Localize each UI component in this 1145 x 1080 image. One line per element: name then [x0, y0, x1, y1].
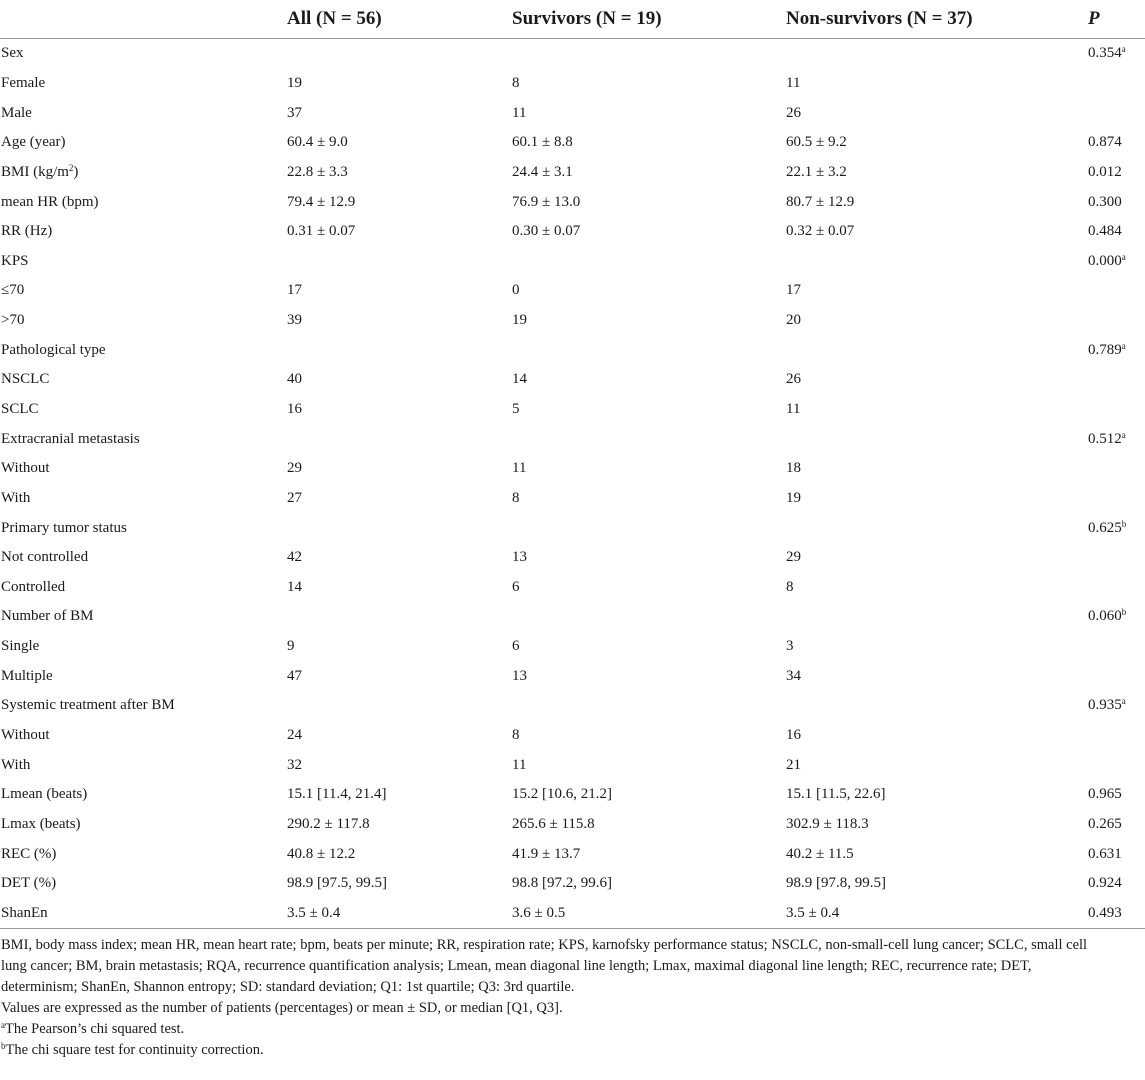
row-label-text: DET (%) — [1, 875, 57, 892]
cell-all: 22.8 ± 3.3 — [287, 163, 348, 180]
cell-p-value — [1088, 691, 1145, 721]
p-value-text: 0.935 — [1088, 697, 1122, 714]
table-row — [0, 543, 1145, 573]
cell-non-survivors — [786, 335, 1088, 365]
footnote-abbreviations-1: BMI, body mass index; mean HR, mean heart rate; bpm, beats per minute; RR, respiration rate; KPS, karnofsky performance status; NSCLC, non-small-cell lung cancer; SCLC, small cell — [1, 937, 1088, 954]
cell-survivors: 11 — [512, 756, 527, 773]
footnote-b-text: The chi square test for continuity correction. — [5, 1042, 264, 1059]
cell-all: 39 — [287, 312, 302, 329]
header-survivors: Survivors (N = 19) — [512, 0, 786, 39]
row-label-text: With — [1, 489, 31, 506]
cell-non-survivors: 40.2 ± 11.5 — [786, 845, 854, 862]
row-label-text: Lmax (beats) — [1, 815, 81, 832]
cell-all: 14 — [287, 578, 302, 595]
row-label-text: Female — [1, 74, 46, 91]
cell-non-survivors: 22.1 ± 3.2 — [786, 163, 847, 180]
cell-survivors: 60.1 ± 8.8 — [512, 134, 573, 151]
row-label — [0, 39, 287, 69]
p-value-text: 0.300 — [1088, 193, 1122, 210]
table-row — [0, 246, 1145, 276]
cell-p-value — [1088, 869, 1145, 899]
row-label-text: Multiple — [1, 667, 53, 684]
p-value-text: 0.000 — [1088, 252, 1122, 269]
row-label — [0, 810, 287, 840]
row-label — [0, 424, 287, 454]
footnote-a-mark: a — [1, 1020, 5, 1031]
cell-non-survivors — [786, 424, 1088, 454]
p-value-text: 0.789 — [1088, 341, 1122, 358]
cell-p-value — [1088, 721, 1145, 751]
cell-p-value — [1088, 395, 1145, 425]
row-label — [0, 335, 287, 365]
cell-p-value — [1088, 661, 1145, 691]
p-value-footnote-mark: a — [1121, 429, 1126, 440]
cell-non-survivors — [786, 691, 1088, 721]
cell-all — [287, 246, 512, 276]
table-row — [0, 691, 1145, 721]
table-row — [0, 69, 1145, 99]
row-label-text: ≤70 — [1, 282, 25, 299]
cell-non-survivors: 20 — [786, 312, 801, 329]
table-row — [0, 158, 1145, 188]
row-label-text: Systemic treatment after BM — [1, 697, 175, 714]
table-row — [0, 217, 1145, 247]
cell-survivors: 11 — [512, 460, 527, 477]
cell-p-value — [1088, 158, 1145, 188]
cell-survivors: 13 — [512, 549, 527, 566]
cell-non-survivors — [786, 602, 1088, 632]
p-value-text: 0.965 — [1088, 786, 1122, 803]
row-label-text: Primary tumor status — [1, 519, 127, 536]
header-non-survivors: Non-survivors (N = 37) — [786, 0, 1088, 39]
table-row — [0, 98, 1145, 128]
cell-all: 290.2 ± 117.8 — [287, 815, 370, 832]
row-label — [0, 691, 287, 721]
table-row — [0, 573, 1145, 603]
table-row — [0, 602, 1145, 632]
cell-all — [287, 335, 512, 365]
footnote-b-mark: b — [1, 1041, 6, 1052]
row-label-text: Single — [1, 638, 40, 655]
table-row — [0, 276, 1145, 306]
p-value-footnote-mark: a — [1121, 696, 1126, 707]
row-label-text: NSCLC — [1, 371, 50, 388]
cell-non-survivors — [786, 246, 1088, 276]
p-value-text: 0.512 — [1088, 430, 1122, 447]
cell-survivors: 19 — [512, 312, 527, 329]
row-label-text: RR (Hz) — [1, 223, 53, 240]
cell-non-survivors: 34 — [786, 667, 801, 684]
cell-all — [287, 39, 512, 69]
cell-non-survivors: 17 — [786, 282, 801, 299]
row-label-text: Controlled — [1, 578, 66, 595]
cell-survivors — [512, 246, 786, 276]
cell-all — [287, 691, 512, 721]
cell-all: 17 — [287, 282, 302, 299]
cell-all: 32 — [287, 756, 302, 773]
cell-non-survivors: 26 — [786, 371, 801, 388]
header-row — [0, 0, 1145, 39]
header-all: All (N = 56) — [287, 0, 512, 39]
cell-p-value — [1088, 335, 1145, 365]
cell-all: 79.4 ± 12.9 — [287, 193, 356, 210]
cell-survivors — [512, 602, 786, 632]
cell-all: 60.4 ± 9.0 — [287, 134, 348, 151]
table-row — [0, 484, 1145, 514]
cell-survivors: 11 — [512, 104, 527, 121]
table-row — [0, 454, 1145, 484]
cell-p-value — [1088, 839, 1145, 869]
table-row — [0, 424, 1145, 454]
p-value-text: 0.012 — [1088, 163, 1122, 180]
row-label — [0, 839, 287, 869]
row-label-text: Age (year) — [1, 134, 66, 151]
cell-non-survivors: 21 — [786, 756, 801, 773]
row-label — [0, 750, 287, 780]
footnote-abbreviations-2: lung cancer; BM, brain metastasis; RQA, recurrence quantification analysis; Lmean, mean diagonal line length; Lmax, maximal diagonal line length; REC, recurrence rate; DET, — [1, 958, 1032, 975]
cell-survivors: 8 — [512, 727, 520, 744]
row-label-text: Not controlled — [1, 549, 89, 566]
cell-non-survivors: 11 — [786, 74, 801, 91]
cell-all: 29 — [287, 460, 302, 477]
p-value-footnote-mark: b — [1121, 518, 1127, 529]
cell-all: 98.9 [97.5, 99.5] — [287, 875, 387, 892]
cell-all — [287, 424, 512, 454]
p-value-text: 0.484 — [1088, 223, 1122, 240]
cell-p-value — [1088, 810, 1145, 840]
cell-non-survivors: 16 — [786, 727, 801, 744]
cell-survivors — [512, 691, 786, 721]
cell-p-value — [1088, 750, 1145, 780]
cell-all: 40.8 ± 12.2 — [287, 845, 356, 862]
cell-non-survivors: 80.7 ± 12.9 — [786, 193, 855, 210]
cell-non-survivors: 26 — [786, 104, 801, 121]
cell-survivors: 265.6 ± 115.8 — [512, 815, 595, 832]
cell-survivors: 14 — [512, 371, 527, 388]
table-row — [0, 750, 1145, 780]
cell-p-value — [1088, 39, 1145, 69]
p-value-text: 0.924 — [1088, 875, 1122, 892]
table-row — [0, 39, 1145, 69]
cell-p-value — [1088, 632, 1145, 662]
table-row — [0, 306, 1145, 336]
row-label — [0, 721, 287, 751]
cell-survivors — [512, 424, 786, 454]
row-label — [0, 98, 287, 128]
p-value-text: 0.060 — [1088, 608, 1122, 625]
row-label-text: Lmean (beats) — [1, 786, 88, 803]
cell-non-survivors — [786, 513, 1088, 543]
cell-non-survivors — [786, 39, 1088, 69]
row-label — [0, 69, 287, 99]
row-label-text: KPS — [1, 252, 29, 269]
header-variable — [0, 0, 287, 39]
cell-p-value — [1088, 69, 1145, 99]
cell-survivors: 15.2 [10.6, 21.2] — [512, 786, 612, 803]
cell-p-value — [1088, 424, 1145, 454]
p-value-footnote-mark: b — [1121, 607, 1127, 618]
row-label — [0, 128, 287, 158]
cell-p-value — [1088, 543, 1145, 573]
cell-survivors: 5 — [512, 401, 520, 417]
cell-non-survivors: 302.9 ± 118.3 — [786, 815, 869, 832]
p-value-text: 0.631 — [1088, 845, 1122, 862]
p-value-text: 0.874 — [1088, 134, 1122, 151]
row-label-text: >70 — [1, 312, 25, 329]
row-label-text: REC (%) — [1, 845, 57, 862]
cell-all: 24 — [287, 727, 302, 744]
p-value-text: 0.354 — [1088, 45, 1122, 62]
cell-survivors: 13 — [512, 667, 527, 684]
cell-non-survivors: 8 — [786, 578, 794, 595]
cell-p-value — [1088, 365, 1145, 395]
footnote-values: Values are expressed as the number of patients (percentages) or mean ± SD, or median [Q1, Q3]. — [1, 1000, 563, 1017]
cell-all: 47 — [287, 667, 302, 684]
row-label-text: Without — [1, 727, 50, 744]
cell-p-value — [1088, 602, 1145, 632]
table-body — [0, 39, 1145, 929]
cell-all: 40 — [287, 371, 302, 388]
row-label — [0, 276, 287, 306]
row-label — [0, 306, 287, 336]
table-row — [0, 810, 1145, 840]
row-label — [0, 632, 287, 662]
cell-survivors: 24.4 ± 3.1 — [512, 163, 573, 180]
cell-p-value — [1088, 454, 1145, 484]
cell-p-value — [1088, 780, 1145, 810]
cell-survivors — [512, 513, 786, 543]
cell-survivors: 3.6 ± 0.5 — [512, 899, 786, 929]
cell-all: 9 — [287, 638, 295, 655]
row-label-text: Number of BM — [1, 608, 94, 625]
cell-all: 37 — [287, 104, 302, 121]
footnote-b — [1, 1040, 1145, 1061]
cell-all — [287, 602, 512, 632]
table-row — [0, 365, 1145, 395]
cell-survivors: 98.8 [97.2, 99.6] — [512, 875, 612, 892]
cell-all: 15.1 [11.4, 21.4] — [287, 786, 387, 803]
cell-survivors: 6 — [512, 638, 520, 655]
cell-all: 16 — [287, 401, 302, 417]
cell-survivors: 8 — [512, 74, 520, 91]
cell-p-value — [1088, 899, 1145, 929]
row-label — [0, 158, 287, 188]
table-row — [0, 869, 1145, 899]
cell-non-survivors: 29 — [786, 549, 801, 566]
table-row — [0, 661, 1145, 691]
p-value-footnote-mark: a — [1121, 251, 1126, 262]
row-label — [0, 395, 287, 425]
cell-p-value — [1088, 98, 1145, 128]
table-row — [0, 335, 1145, 365]
cell-non-survivors: 60.5 ± 9.2 — [786, 134, 847, 151]
cell-p-value — [1088, 187, 1145, 217]
table-row — [0, 187, 1145, 217]
table-row — [0, 513, 1145, 543]
table-row — [0, 721, 1145, 751]
p-value-text: 0.265 — [1088, 815, 1122, 832]
cell-all: 3.5 ± 0.4 — [287, 899, 512, 929]
row-label-text: ShanEn — [1, 904, 48, 921]
cell-survivors: 0.30 ± 0.07 — [512, 223, 581, 240]
row-label — [0, 365, 287, 395]
row-label — [0, 246, 287, 276]
row-label — [0, 513, 287, 543]
cell-all: 27 — [287, 489, 302, 506]
row-label-text: Male — [1, 104, 32, 121]
table-row — [0, 780, 1145, 810]
p-value-footnote-mark: a — [1121, 44, 1126, 55]
table-row — [0, 632, 1145, 662]
cell-p-value — [1088, 484, 1145, 514]
row-label — [0, 187, 287, 217]
row-label — [0, 543, 287, 573]
cell-all: 42 — [287, 549, 302, 566]
cell-survivors: 6 — [512, 578, 520, 595]
footnote-a — [1, 1019, 1145, 1040]
cell-survivors: 0 — [512, 282, 520, 299]
row-label-suffix: ) — [73, 163, 79, 180]
cell-survivors: 41.9 ± 13.7 — [512, 845, 581, 862]
cell-all: 19 — [287, 74, 302, 91]
cell-survivors: 8 — [512, 489, 520, 506]
row-label-text: Without — [1, 460, 50, 477]
cell-survivors — [512, 335, 786, 365]
cell-non-survivors: 18 — [786, 460, 801, 477]
cell-survivors — [512, 39, 786, 69]
cell-survivors: 76.9 ± 13.0 — [512, 193, 581, 210]
row-label — [0, 899, 287, 929]
row-label-text: SCLC — [1, 401, 39, 417]
cell-p-value — [1088, 306, 1145, 336]
table-header — [0, 0, 1145, 39]
row-label — [0, 484, 287, 514]
cell-p-value — [1088, 128, 1145, 158]
footnote-a-text: The Pearson’s chi squared test. — [5, 1021, 185, 1038]
cell-p-value — [1088, 217, 1145, 247]
table-row — [0, 395, 1145, 425]
cell-non-survivors: 19 — [786, 489, 801, 506]
row-label-text: Pathological type — [1, 341, 106, 358]
cell-all — [287, 513, 512, 543]
table-row — [0, 899, 1145, 929]
p-value-footnote-mark: a — [1121, 340, 1126, 351]
header-p-value: P — [1088, 0, 1145, 39]
row-label-text: Sex — [1, 45, 24, 62]
row-label-text: Extracranial metastasis — [1, 430, 140, 447]
cell-non-survivors: 3 — [786, 638, 794, 655]
cell-p-value — [1088, 513, 1145, 543]
row-label — [0, 454, 287, 484]
table-row — [0, 839, 1145, 869]
row-label — [0, 780, 287, 810]
cell-p-value — [1088, 573, 1145, 603]
row-label — [0, 573, 287, 603]
p-value-text: 0.625 — [1088, 519, 1122, 536]
row-label-text: mean HR (bpm) — [1, 193, 99, 210]
cell-non-survivors: 15.1 [11.5, 22.6] — [786, 786, 886, 803]
p-value-text: 0.493 — [1088, 904, 1122, 921]
cell-all: 0.31 ± 0.07 — [287, 223, 356, 240]
cell-p-value — [1088, 246, 1145, 276]
row-label — [0, 661, 287, 691]
table-row — [0, 128, 1145, 158]
cell-non-survivors: 0.32 ± 0.07 — [786, 223, 855, 240]
row-label-superscript: 2 — [68, 162, 74, 173]
cell-p-value — [1088, 276, 1145, 306]
row-label-text: With — [1, 756, 31, 773]
cell-non-survivors: 11 — [786, 401, 801, 417]
footnote-abbreviations-3: determinism; ShanEn, Shannon entropy; SD: standard deviation; Q1: 1st quartile; Q3: 3rd quartile. — [1, 979, 575, 996]
row-label — [0, 217, 287, 247]
row-label-text: BMI (kg/m — [1, 163, 69, 180]
row-label — [0, 869, 287, 899]
row-label — [0, 602, 287, 632]
table-footnotes — [0, 929, 1145, 1061]
cell-non-survivors: 98.9 [97.8, 99.5] — [786, 875, 886, 892]
cell-non-survivors: 3.5 ± 0.4 — [786, 899, 1088, 929]
